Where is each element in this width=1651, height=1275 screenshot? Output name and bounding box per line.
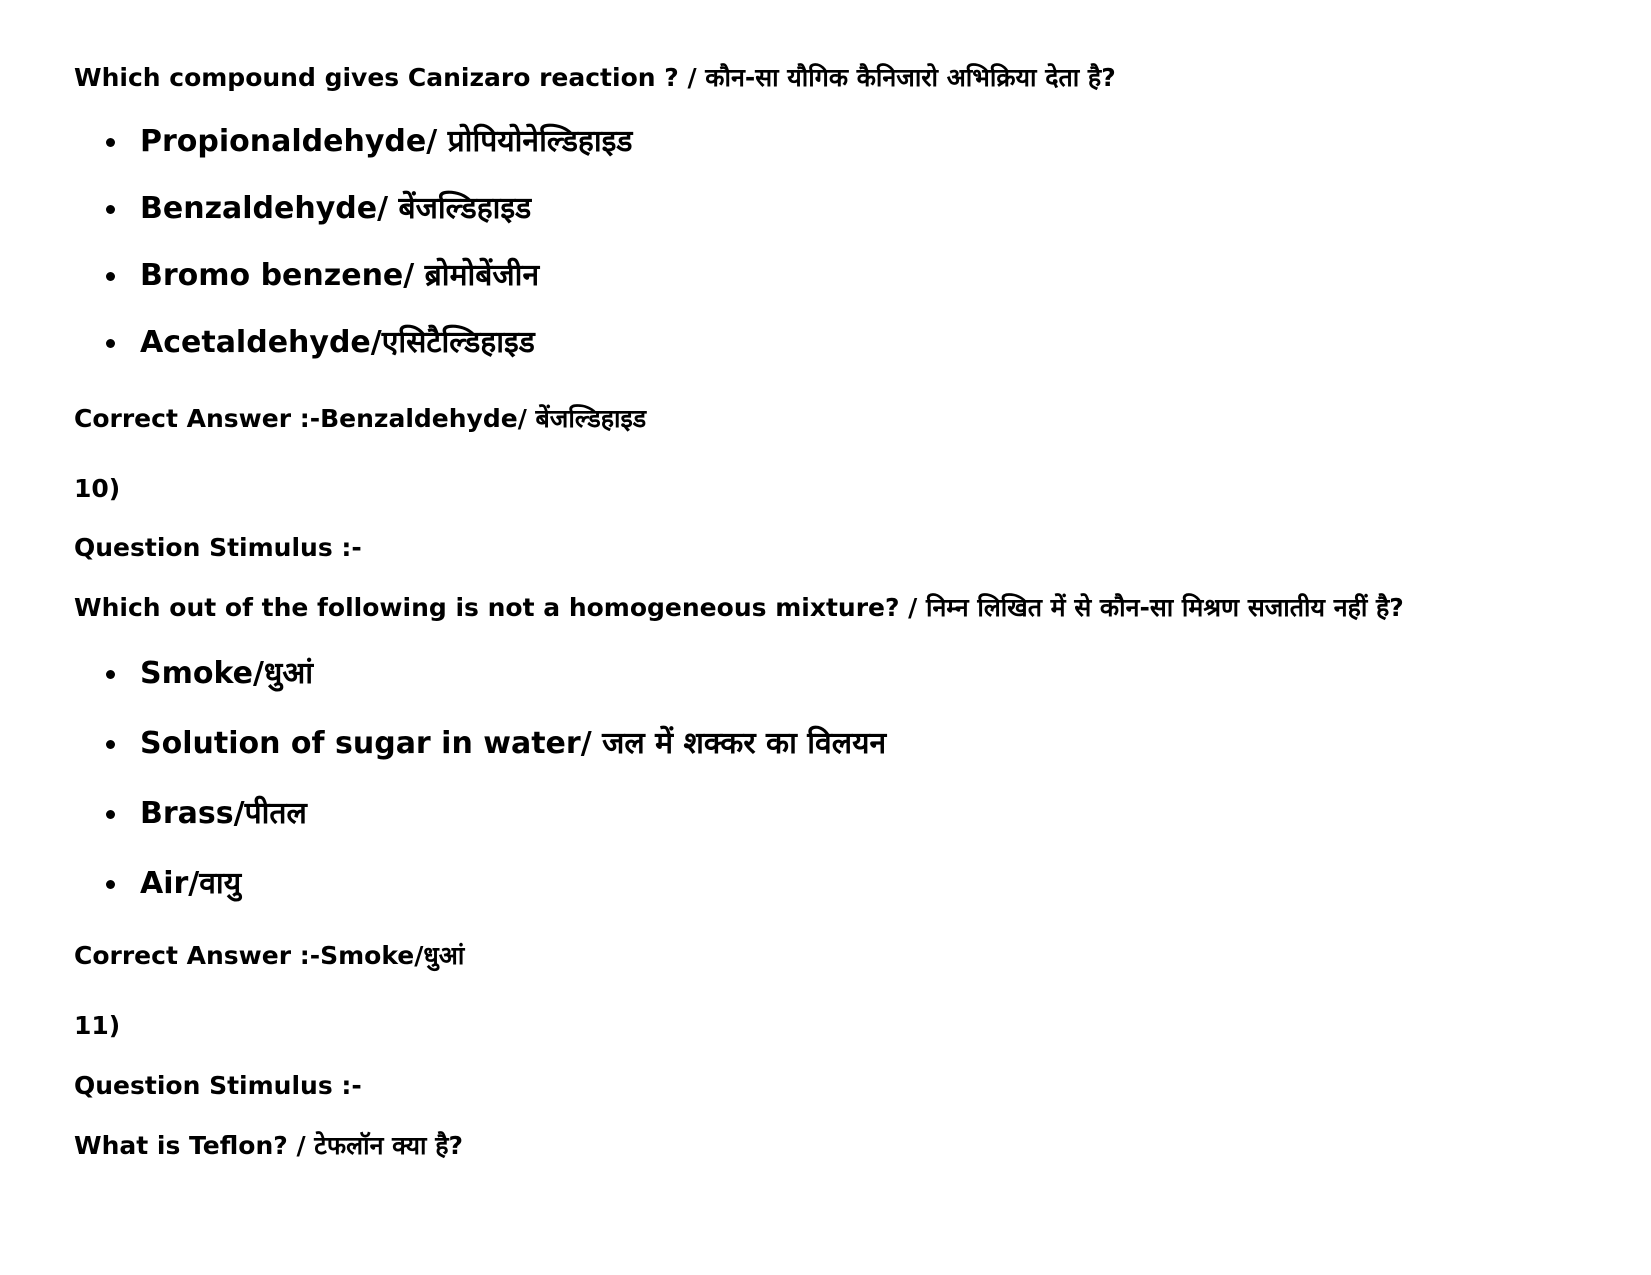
q11-stimulus-label: Question Stimulus :-	[74, 1071, 362, 1100]
q10-option-1	[140, 655, 313, 693]
q10-option-4-label: Air/वायु	[140, 866, 242, 901]
q9-option-3-label: Bromo benzene/ ब्रोमोबेंजीन	[140, 258, 540, 293]
bullet-icon	[106, 138, 115, 147]
bullet-icon	[106, 740, 115, 749]
q10-option-3-label: Brass/पीतल	[140, 796, 307, 831]
q10-number: 10)	[74, 474, 121, 503]
bullet-icon	[106, 339, 115, 348]
bullet-icon	[106, 272, 115, 281]
q10-question-text: Which out of the following is not a homogeneous mixture? / निम्न लिखित में से कौन-सा मिश्रण सजातीय नहीं है?	[74, 593, 1404, 622]
q9-option-2	[140, 190, 531, 228]
q9-option-4	[140, 324, 535, 362]
q9-option-1	[140, 123, 632, 161]
q9-question-text: Which compound gives Canizaro reaction ? / कौन-सा यौगिक कैनिजारो अभिक्रिया देता है?	[74, 63, 1116, 92]
q10-correct-answer: Correct Answer :-Smoke/धुआं	[74, 941, 465, 970]
q9-correct-answer: Correct Answer :-Benzaldehyde/ बेंजल्डिहाइड	[74, 404, 647, 433]
bullet-icon	[106, 670, 115, 679]
q10-option-2	[140, 725, 886, 763]
q11-number: 11)	[74, 1011, 121, 1040]
q9-option-2-label: Benzaldehyde/ बेंजल्डिहाइड	[140, 191, 532, 226]
q9-option-4-label: Acetaldehyde/एसिटैल्डिहाइड	[140, 325, 535, 360]
q10-option-3	[140, 795, 307, 833]
q9-option-3	[140, 257, 539, 295]
bullet-icon	[106, 880, 115, 889]
q10-option-1-label: Smoke/धुआं	[140, 656, 314, 691]
q11-question-text: What is Teflon? / टेफलॉन क्या है?	[74, 1131, 463, 1160]
bullet-icon	[106, 205, 115, 214]
q10-option-4	[140, 865, 241, 903]
q10-stimulus-label: Question Stimulus :-	[74, 533, 362, 562]
bullet-icon	[106, 810, 115, 819]
q10-option-2-label: Solution of sugar in water/ जल में शक्कर का विलयन	[140, 726, 887, 761]
q9-option-1-label: Propionaldehyde/ प्रोपियोनेल्डिहाइड	[140, 124, 633, 159]
